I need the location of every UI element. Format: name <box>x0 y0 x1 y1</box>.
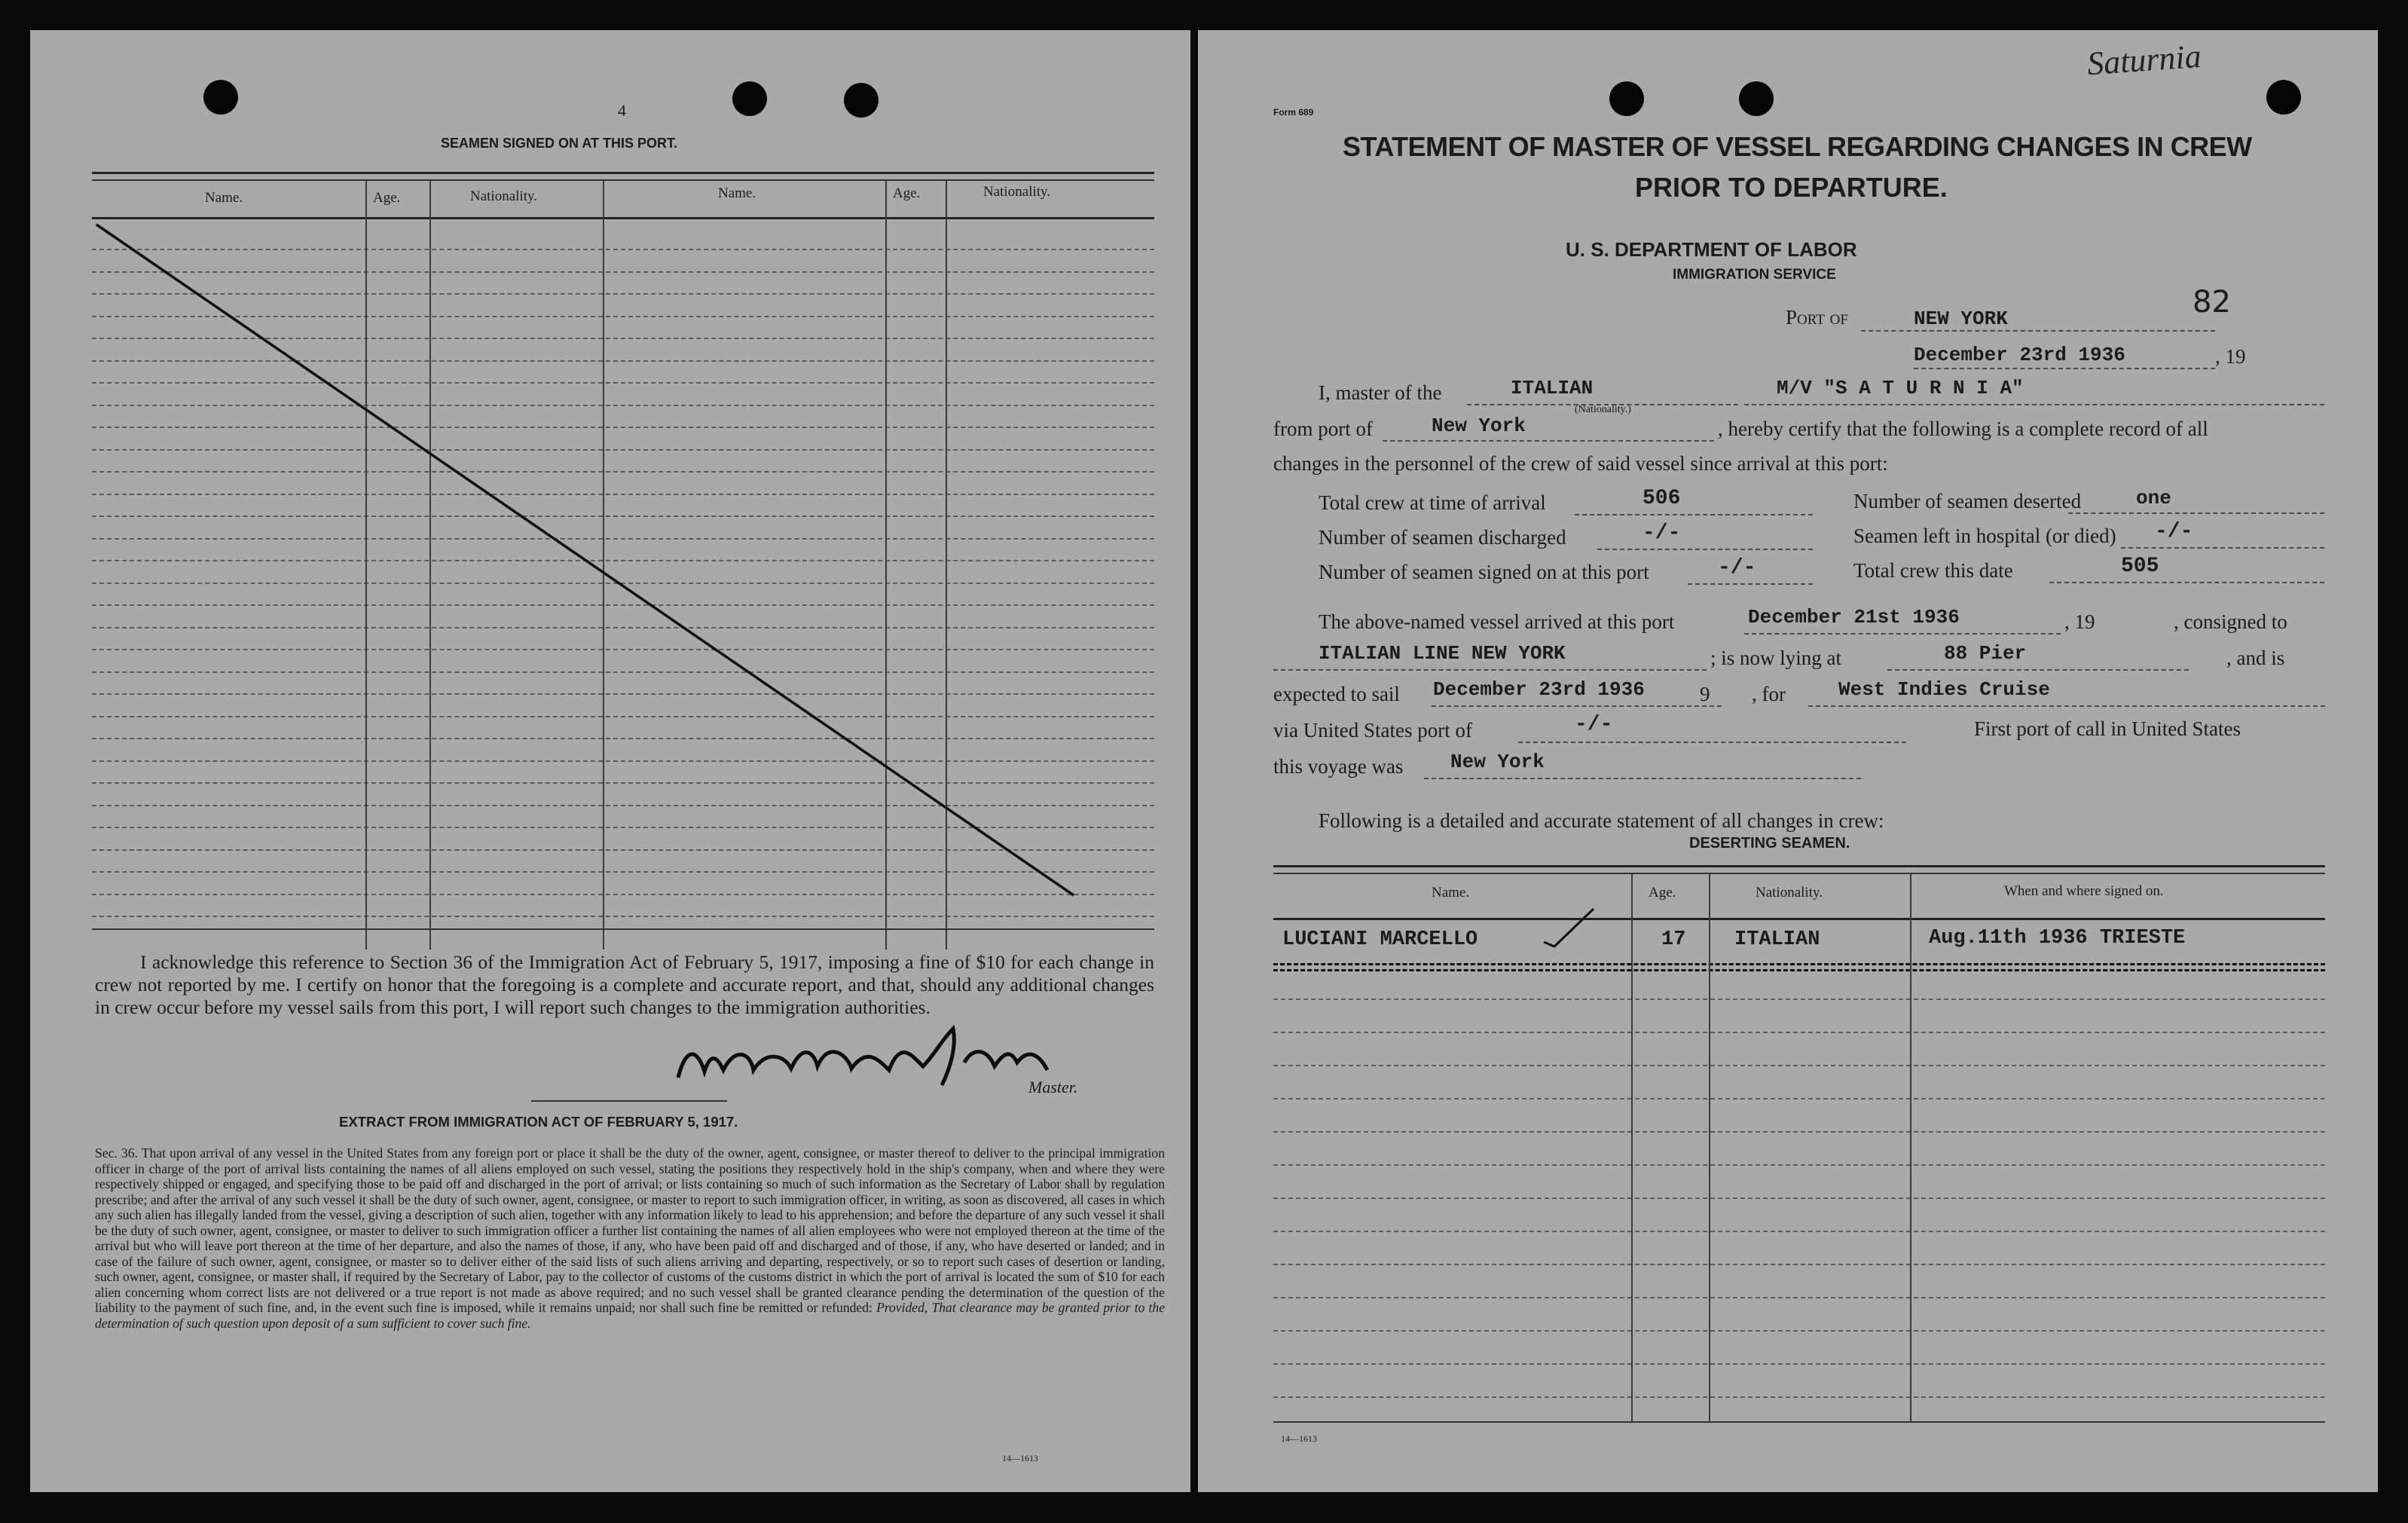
total-crew-date-value: 505 <box>2121 555 2159 578</box>
seamen-hospital-label: Seamen left in hospital (or died) <box>1853 524 2116 547</box>
seamen-discharged-label: Number of seamen discharged <box>1319 526 1566 549</box>
seamen-deserted-value: one <box>2136 487 2171 509</box>
right-form-page <box>1198 30 2378 1492</box>
seamen-hospital-value: -/- <box>2155 520 2193 543</box>
ruled-row-line <box>1273 1363 2325 1365</box>
port-number: 82 <box>2193 285 2231 320</box>
deserter-age: 17 <box>1661 928 1686 951</box>
total-crew-arrival-value: 506 <box>1643 487 1681 510</box>
nationality-caption: (Nationality.) <box>1575 404 1631 415</box>
column-header-nationality: Nationality. <box>470 188 537 204</box>
following-text: Following is a detailed and accurate statement of all changes in crew: <box>1319 809 1884 832</box>
and-is-label: , and is <box>2226 647 2285 669</box>
form-code: 14—1613 <box>1002 1453 1038 1463</box>
master-label: I, master of the <box>1319 381 1442 404</box>
handwritten-note: Saturnia <box>2086 37 2203 83</box>
for-value: West Indies Cruise <box>1838 678 2050 701</box>
nationality-value: ITALIAN <box>1511 377 1594 399</box>
ruled-row-line <box>1273 1164 2325 1166</box>
lying-value: 88 Pier <box>1944 642 2027 665</box>
from-port-value: New York <box>1432 414 1526 437</box>
column-header-age: Age. <box>373 190 401 206</box>
consignee-value: ITALIAN LINE NEW YORK <box>1319 642 1566 665</box>
seamen-discharged-value: -/- <box>1643 521 1681 545</box>
via-value: -/- <box>1575 713 1613 736</box>
master-signature <box>663 1025 1085 1100</box>
extract-body: Sec. 36. That upon arrival of any vessel in the United States from any foreign port or place it shall be the duty of the owner, agent, consignee, or master thereof to deliver to the principal immigration officer in charge of the port of arrival lists containing the names of all aliens employed on such vessel, stating the positions they respectively hold in the ship's company, when and where they were respectively shipped or engaged, and specifying those to be paid off and discharged in the port of arrival; or lists containing so much of such information as the Secretary of Labor shall by regulation prescribe; and after the arrival of any such vessel it shall be the duty of such owner, agent, consignee, or master to report to such immigration officer, in writing, as soon as discovered, all cases in which any such alien has illegally landed from the vessel, giving a description of such alien, together with any information likely to lead to his apprehension; and before the departure of any such vessel it shall be the duty of such owner, agent, consignee, or master to deliver to such immigration officer a further list containing the names of all alien employees who were not employed thereon at the time of the arrival but who will leave port thereon at the time of her departure, and also the names of those, if any, who have been paid off and discharged and of those, if any, who have deserted or landed; and in case of the failure of such owner, agent, consignee, or master so to deliver either of the said lists of such aliens arriving and departing, respectively, or so to report such cases of desertion or landing, such owner, agent, consignee, or master shall, if required by the Secretary of Labor, pay to the collector of customs of the customs district in which the port of arrival is located the sum of $10 for each alien concerning whom correct lists are not delivered or a true report is not made as above required; and no such vessel shall be granted clearance pending the determination of the question of the liability to the payment of such fine, and, in the event such fine is imposed, while it remains unpaid; nor shall such fine be remitted or refunded: <box>95 1145 1165 1315</box>
ruled-row-line <box>1273 999 2325 1000</box>
punch-hole <box>2266 80 2301 115</box>
form-title-line2: PRIOR TO DEPARTURE. <box>1635 172 1948 203</box>
extract-title: EXTRACT FROM IMMIGRATION ACT OF FEBRUARY 5, 1917. <box>339 1114 738 1130</box>
service-name: IMMIGRATION SERVICE <box>1673 267 1836 283</box>
ruled-row-line <box>1273 1264 2325 1265</box>
arrived-suffix: , 19 <box>2064 610 2095 633</box>
column-header-age: Age. <box>1649 885 1676 901</box>
page-number: 4 <box>618 101 626 120</box>
ruled-row-line <box>1273 1197 2325 1199</box>
column-header-nationality: Nationality. <box>983 184 1050 200</box>
cancellation-line <box>30 30 1190 1010</box>
date-value: December 23rd 1936 <box>1914 344 2125 366</box>
extract-proviso: Provided, That clearance may be granted prior to the determination of such question upon deposit of a sum sufficient to cover such fine. <box>95 1300 1166 1331</box>
deserting-title: DESERTING SEAMEN. <box>1689 835 1850 852</box>
punch-hole <box>1609 81 1644 116</box>
column-header-age: Age. <box>893 185 921 201</box>
sail-suffix: 9 <box>1700 683 1710 705</box>
ruled-row-line <box>1273 1131 2325 1133</box>
column-header-name: Name. <box>718 185 756 201</box>
via-label: via United States port of <box>1273 719 1472 742</box>
vessel-value: M/V "S A T U R N I A" <box>1777 377 2024 399</box>
extract-text <box>95 1145 1165 1331</box>
punch-hole <box>1739 81 1774 116</box>
seamen-signed-label: Number of seamen signed on at this port <box>1319 561 1649 583</box>
ruled-row-line <box>1273 1231 2325 1232</box>
deserter-name: LUCIANI MARCELLO <box>1282 928 1478 951</box>
total-crew-date-label: Total crew this date <box>1853 559 2013 582</box>
arrived-label: The above-named vessel arrived at this port <box>1319 610 1675 633</box>
date-suffix: , 19 <box>2215 345 2246 368</box>
seamen-deserted-label: Number of seamen deserted <box>1853 490 2082 512</box>
voyage-value: New York <box>1450 751 1545 773</box>
section-title: SEAMEN SIGNED ON AT THIS PORT. <box>441 136 678 151</box>
arrived-value: December 21st 1936 <box>1748 606 1960 628</box>
column-header-nationality: Nationality. <box>1756 885 1823 901</box>
ruled-row-line <box>1273 1297 2325 1298</box>
column-header-name: Name. <box>205 190 243 206</box>
voyage-label: this voyage was <box>1273 755 1404 778</box>
changes-text: changes in the personnel of the crew of said vessel since arrival at this port: <box>1273 452 1888 475</box>
column-header-when-where: When and where signed on. <box>2004 883 2164 899</box>
total-crew-arrival-label: Total crew at time of arrival <box>1319 491 1546 514</box>
form-title-line1: STATEMENT OF MASTER OF VESSEL REGARDING CHANGES IN CREW <box>1343 131 2252 162</box>
signature-label: Master. <box>1028 1078 1078 1096</box>
port-label: Port of <box>1786 306 1848 329</box>
department-name: U. S. DEPARTMENT OF LABOR <box>1566 238 1857 261</box>
column-header-name: Name. <box>1432 885 1470 901</box>
lying-label: ; is now lying at <box>1710 647 1841 669</box>
sail-label: expected to sail <box>1273 683 1400 705</box>
check-mark <box>1541 904 1601 950</box>
ruled-row-line <box>1273 1032 2325 1033</box>
form-label: Form 689 <box>1273 107 1314 118</box>
deserter-signed-on: Aug.11th 1936 TRIESTE <box>1929 927 2186 950</box>
acknowledgment-text: I acknowledge this reference to Section 36 of the Immigration Act of February 5, 1917, imposing a fine of $10 for each change in crew not reported by me. I certify on honor that the foregoing is a complete and accurate report, and that, should any additional changes in crew occur before my vessel sails from this port, I will report such changes to the immigration authorities. <box>95 951 1154 1018</box>
deserter-nationality: ITALIAN <box>1734 928 1820 951</box>
ruled-row-line <box>1273 1065 2325 1066</box>
for-label: , for <box>1752 683 1786 705</box>
sail-value: December 23rd 1936 <box>1433 678 1645 701</box>
certify-text: , hereby certify that the following is a complete record of all <box>1718 417 2208 440</box>
ruled-row-line <box>1273 1330 2325 1332</box>
ruled-row-line <box>1273 1396 2325 1398</box>
left-form-page <box>30 30 1190 1492</box>
seamen-signed-value: -/- <box>1718 556 1756 580</box>
ruled-row-line <box>1273 1098 2325 1099</box>
first-port-label: First port of call in United States <box>1974 717 2241 740</box>
consigned-label: , consigned to <box>2174 610 2287 633</box>
form-code: 14—1613 <box>1281 1433 1317 1444</box>
from-port-label: from port of <box>1273 417 1373 440</box>
port-value: NEW YORK <box>1914 307 2008 330</box>
